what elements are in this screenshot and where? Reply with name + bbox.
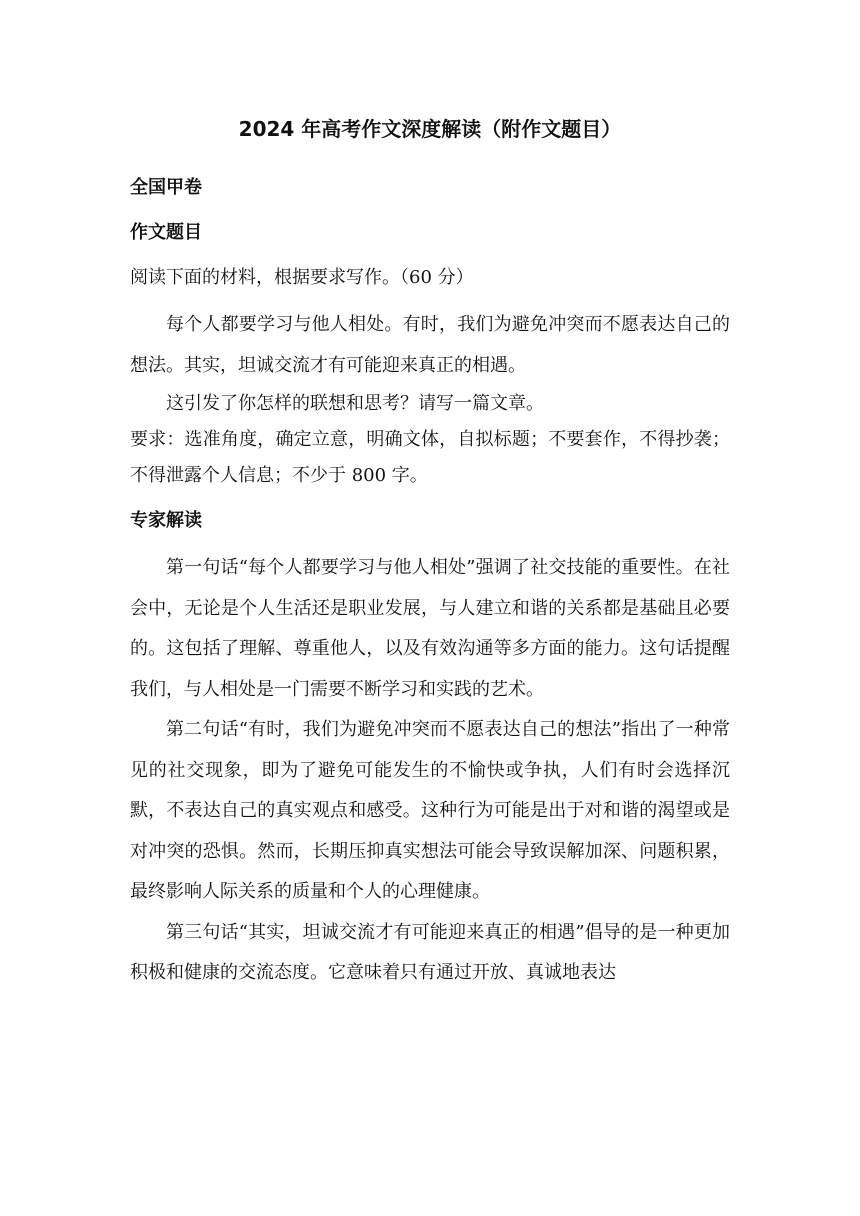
analysis-paragraph-2: 第二句话“有时，我们为避免冲突而不愿表达自己的想法”指出了一种常见的社交现象，即为了避免可能发生的不愉快或争执，人们有时会选择沉默，不表达自己的真实观点和感受。这种行为可能是出于对和谐的渴望或是对冲突的恐惧。然而，长期压抑真实想法可能会导致误解加深、问题积累，最终影响人际关系的质量和个人的心理健康。: [130, 719, 730, 902]
material-paragraph-1: 每个人都要学习与他人相处。有时，我们为避免冲突而不愿表达自己的想法。其实，坦诚交流才有可能迎来真正的相遇。: [130, 314, 730, 376]
analysis-heading: 专家解读: [130, 510, 202, 531]
prompt-heading: 作文题目: [130, 222, 202, 243]
requirements-text: 要求：选准角度，确定立意，明确文体，自拟标题；不要套作，不得抄袭；不得泄露个人信息；不少于 800 字。: [130, 429, 730, 486]
document-body: [130, 170, 730, 994]
analysis-paragraph-1: 第一句话“每个人都要学习与他人相处”强调了社交技能的重要性。在社会中，无论是个人生活还是职业发展，与人建立和谐的关系都是基础且必要的。这包括了理解、尊重他人，以及有效沟通等多方面的能力。这句话提醒我们，与人相处是一门需要不断学习和实践的艺术。: [130, 557, 730, 700]
document-title: 2024 年高考作文深度解读（附作文题目）: [238, 117, 622, 141]
material-paragraph-2: 这引发了你怎样的联想和思考？请写一篇文章。: [166, 393, 544, 414]
section-heading: 全国甲卷: [130, 177, 202, 198]
instruction-text: 阅读下面的材料，根据要求写作。（60 分）: [130, 267, 474, 288]
analysis-paragraph-3: 第三句话“其实，坦诚交流才有可能迎来真正的相遇”倡导的是一种更加积极和健康的交流态度。它意味着只有通过开放、真诚地表达: [130, 921, 730, 983]
